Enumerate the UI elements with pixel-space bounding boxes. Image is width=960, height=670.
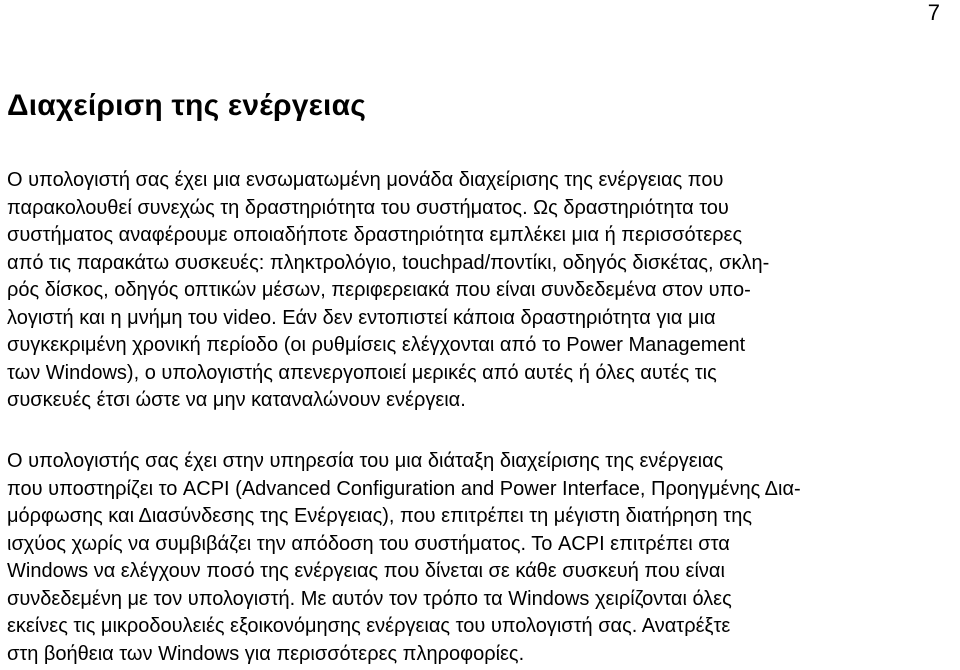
paragraph-line: παρακολουθεί συνεχώς τη δραστηριότητα του συστήματος. Ως δραστηριότητα του (7, 196, 729, 219)
paragraph-line: μόρφωσης και Διασύνδεσης της Ενέργειας), που επιτρέπει τη μέγιστη διατήρηση της (7, 505, 752, 527)
paragraph-line: Ο υπολογιστής σας έχει στην υπηρεσία του μια διάταξη διαχείρισης της ενέργειας (7, 450, 724, 472)
page-number: 7 (927, 0, 940, 25)
paragraph-power-management-unit (7, 167, 769, 415)
paragraph-line: Windows να ελέγχουν πoσό της ενέργειας που δίνεται σε κάθε συσκευή που είναι (7, 560, 725, 582)
paragraph-line: συγκεκριμένη χρονική περίοδο (οι ρυθμίσεις ελέγχονται από το Power Management (7, 334, 746, 356)
paragraph-line: λογιστή και η μνήμη του video. Εάν δεν εντοπιστεί κάποια δραστηριότητα για μια (7, 306, 716, 329)
paragraph-line: εκείνες τις μικροδουλειές εξοικονόμησης ενέργειας του υπολογιστή σας. Ανατρέξτε (7, 615, 731, 637)
paragraph-line: που υποστηρίζει το ACPI (Advanced Configuration and Power Interface, Προηγμένης Δια- (7, 477, 801, 500)
paragraph-line: ισχύος χωρίς να συμβιβάζει την απόδοση του συστήματος. Το ACPI επιτρέπει στα (7, 532, 730, 555)
paragraph-line: συνδεδεμένη με τον υπολογιστή. Με αυτόν τον τρόπο τα Windows χειρίζονται όλες (7, 587, 732, 610)
paragraph-acpi (7, 448, 801, 668)
paragraph-line: Ο υπολογιστή σας έχει μια ενσωματωμένη μονάδα διαχείρισης της ενέργειας που (7, 169, 724, 191)
paragraph-line: συσκευές έτσι ώστε να μην καταναλώνουν ενέργεια. (7, 389, 466, 411)
paragraph-line: από τις παρακάτω συσκευές: πληκτρολόγιο, touchpad/ποντίκι, οδηγός δισκέτας, σκλη- (7, 251, 770, 274)
page-title: Διαχείριση της ενέργειας (7, 89, 367, 122)
paragraph-line: ρός δίσκος, οδηγός οπτικών μέσων, περιφερειακά που είναι συνδεδεμένα στον υπο- (7, 279, 751, 301)
paragraph-line: συστήματος αναφέρουμε οποιαδήποτε δραστηριότητα εμπλέκει μια ή περισσότερες (7, 224, 743, 246)
paragraph-line: στη βοήθεια των Windows για περισσότερες πληροφορίες. (7, 642, 525, 665)
paragraph-line: των Windows), ο υπολογιστής απενεργοποιεί μερικές από αυτές ή όλες αυτές τις (7, 361, 717, 384)
